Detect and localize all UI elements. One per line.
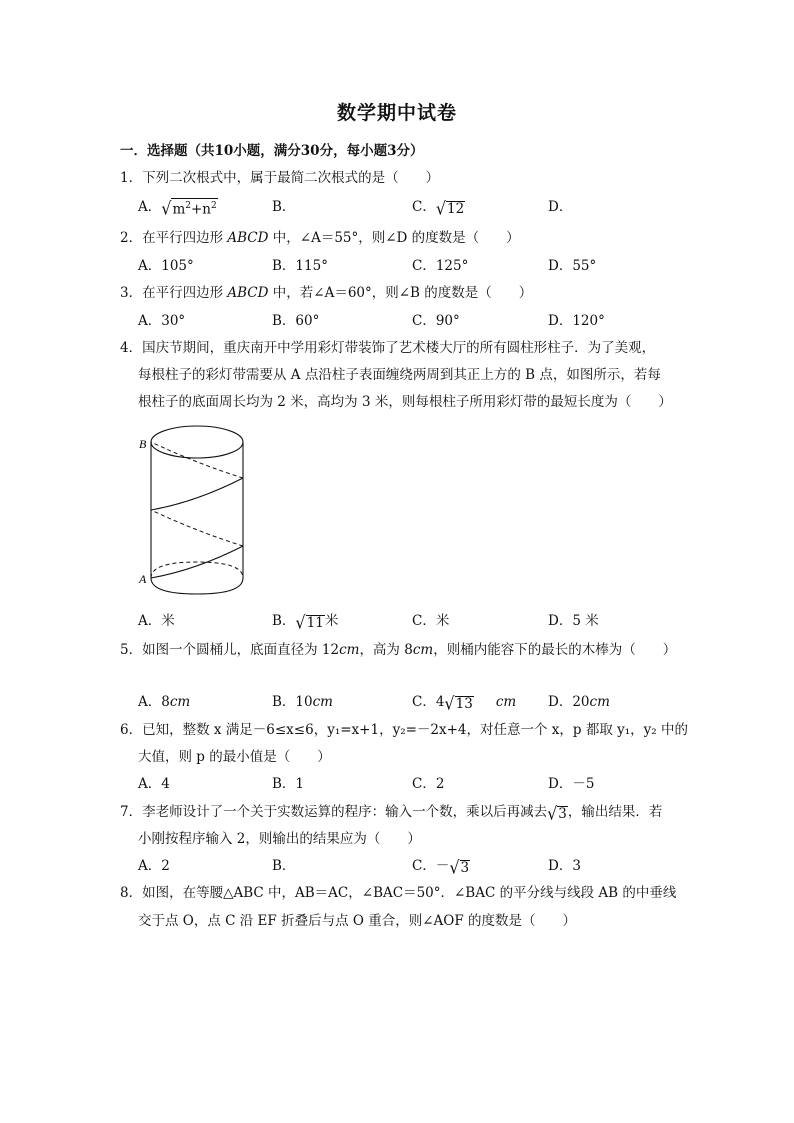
option-d: D．20cm (548, 694, 610, 710)
option-b: B． (272, 858, 296, 874)
question-6-options (138, 772, 738, 792)
question-4-line-2: 每根柱子的彩灯带需要从 A 点沿柱子表面缠绕两周到其正上方的 B 点，如图所示，若每 (138, 367, 661, 383)
point-a-label: A (139, 572, 147, 586)
question-5-options (138, 690, 738, 714)
option-b: B．10cm (272, 694, 333, 710)
sqrt-expression: √ 12 (435, 198, 465, 219)
option-c: C．125° (412, 258, 469, 274)
sqrt-expression: √ 11 (295, 612, 324, 633)
question-4-line-1: 4．国庆节期间，重庆南开中学用彩灯带装饰了艺术楼大厅的所有圆柱形柱子．为了美观， (120, 340, 656, 356)
question-2-options (138, 254, 738, 274)
question-7-options (138, 854, 738, 878)
point-b-label: B (139, 437, 147, 451)
question-8-line-2: 交于点 O，点 C 沿 EF 折叠后与点 O 重合，则∠AOF 的度数是（ ） (138, 913, 577, 929)
question-1-stem: 1．下列二次根式中，属于最简二次根式的是（ ） (120, 170, 440, 186)
option-d: D．5 米 (548, 613, 599, 629)
question-1-options (138, 195, 738, 219)
option-d: D．3 (548, 858, 581, 874)
option-c: C．2 (412, 776, 445, 792)
question-4-line-3: 根柱子的底面周长均为 2 米，高均为 3 米，则每根柱子所用彩灯带的最短长度为（ ） (138, 394, 672, 410)
cylinder-figure (136, 420, 248, 602)
option-a: A． √ $m^2+n^2$ (138, 198, 217, 219)
question-3-stem: 3．在平行四边形 ABCD 中，若∠A＝60°，则∠B 的度数是（ ） (120, 285, 533, 301)
option-d: D．120° (548, 313, 605, 329)
sqrt-expression: √ 3 (449, 857, 470, 878)
question-2-stem: 2．在平行四边形 ABCD 中，∠A＝55°，则∠D 的度数是（ ） (120, 230, 520, 246)
option-a: A．8cm (138, 694, 191, 710)
question-6-line-2: 大值，则 p 的最小值是（ ） (138, 749, 331, 765)
option-a: A．米 (138, 613, 175, 629)
question-4-options (138, 609, 738, 633)
sqrt-expression: √ 3 (547, 803, 567, 824)
option-b: B．60° (272, 313, 320, 329)
question-3-options (138, 309, 738, 329)
option-c: C．90° (412, 313, 460, 329)
option-d: D． (548, 199, 573, 215)
option-a: A．4 (138, 776, 170, 792)
section-heading: 一．选择题（共10小题，满分30分，每小题3分） (120, 143, 424, 159)
option-c: C． √ 12 (412, 198, 465, 219)
option-b: B．115° (272, 258, 328, 274)
option-a: A．2 (138, 858, 170, 874)
question-7-line-2: 小刚按程序输入 2，则输出的结果应为（ ） (138, 831, 421, 847)
question-7-line-1: 7．李老师设计了一个关于实数运算的程序：输入一个数，乘以后再减去 √ 3 ，输出结果．若 (120, 803, 663, 824)
option-b: B． (272, 199, 296, 215)
option-a: A．105° (138, 258, 194, 274)
option-b: B． √ 11 米 (272, 612, 339, 633)
option-a: A．30° (138, 313, 186, 329)
page-title: 数学期中试卷 (336, 102, 457, 124)
question-5-stem: 5．如图一个圆桶儿，底面直径为 12cm，高为 8cm，则桶内能容下的最长的木棒为（ ） (120, 642, 677, 658)
sqrt-expression: √ $m^2+n^2$ (161, 198, 217, 219)
option-b: B．1 (272, 776, 305, 792)
option-d: D．－5 (548, 776, 595, 792)
question-6-line-1: 6．已知，整数 x 满足－6≤x≤6，y₁=x+1，y₂=－2x+4，对任意一个 x，p 都取 y₁，y₂ 中的 (120, 722, 689, 738)
option-c: C．米 (412, 613, 450, 629)
option-c: C．－ √ 3 (412, 857, 470, 878)
question-8-line-1: 8．如图，在等腰△ABC 中，AB＝AC，∠BAC＝50°．∠BAC 的平分线与线段 AB 的中垂线 (120, 885, 677, 901)
option-c: C．4 √ 13 cm (412, 693, 517, 714)
option-d: D．55° (548, 258, 597, 274)
sqrt-expression: √ 13 (444, 693, 473, 714)
